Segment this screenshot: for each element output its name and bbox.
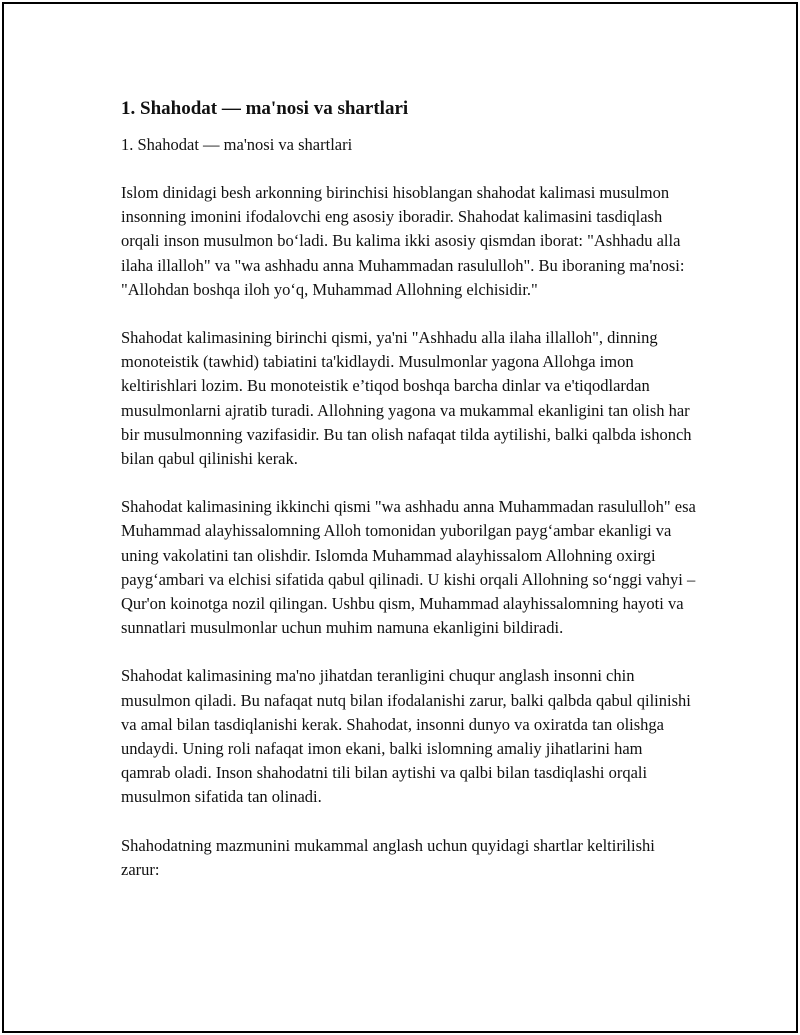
section-subtitle: 1. Shahodat — ma'nosi va shartlari — [121, 135, 353, 154]
paragraph-meaning: Shahodat kalimasining ma'no jihatdan teranligini chuqur anglash insonni chin musulmon qiladi. Bu nafaqat nutq bilan ifodalanishi zarur, balki qalbda qabul qilinishi va amal bilan tasdiqlanishi kerak. Shahodat, insonni dunyo va oxiratda tan olishga undaydi. Uning roli nafaqat imon ekani, balki islomning amaliy jihatlarini ham qamrab oladi. Inson shahodatni tili bilan aytishi va qalbi bilan tasdiqlashi orqali musulmon sifatida tan olinadi. — [121, 666, 691, 807]
paragraph-second-part: Shahodat kalimasining ikkinchi qismi "wa ashhadu anna Muhammadan rasululloh" esa Muhammad alayhissalomning Alloh tomonidan yuborilgan payg‘ambar ekanligi va uning vakolatini tan olishdir. Islomda Muhammad alayhissalom Allohning oxirgi payg‘ambari va elchisi sifatida qabul qilinadi. U kishi orqali Allohning so‘nggi vahyi – Qur'on koinotga nozil qilingan. Ushbu qism, Muhammad alayhissalomning hayoti va sunnatlari musulmonlar uchun muhim namuna ekanligini bildiradi. — [121, 497, 696, 638]
page-frame — [2, 2, 798, 1033]
paragraph-conditions-intro: Shahodatning mazmunini mukammal anglash uchun quyidagi shartlar keltirilishi zarur: — [121, 835, 655, 879]
paragraph-intro: Islom dinidagi besh arkonning birinchisi hisoblangan shahodat kalimasi musulmon insonning imonini ifodalovchi eng asosiy iboradir. Shahodat kalimasini tasdiqlash orqali inson musulmon bo‘ladi. Bu kalima ikki asosiy qismdan iborat: "Ashhadu alla ilaha illalloh" va "wa ashhadu anna Muhammadan rasululloh". Bu iboraning ma'nosi: "Allohdan boshqa iloh yo‘q, Muhammad Allohning elchisidir." — [121, 183, 685, 299]
document-body — [121, 96, 696, 906]
paragraph-first-part: Shahodat kalimasining birinchi qismi, ya'ni "Ashhadu alla ilaha illalloh", dinning monoteistik (tawhid) tabiatini ta'kidlaydi. Musulmonlar yagona Allohga imon keltirishlari lozim. Bu monoteistik e’tiqod boshqa barcha dinlar va e'tiqodlardan musulmonlarni ajratib turadi. Allohning yagona va mukammal ekanligini tan olish har bir musulmonning vazifasidir. Bu tan olish nafaqat tilda aytilishi, balki qalbda ishonch bilan qabul qilinishi kerak. — [121, 328, 692, 469]
page-title: 1. Shahodat — ma'nosi va shartlari — [121, 98, 409, 119]
